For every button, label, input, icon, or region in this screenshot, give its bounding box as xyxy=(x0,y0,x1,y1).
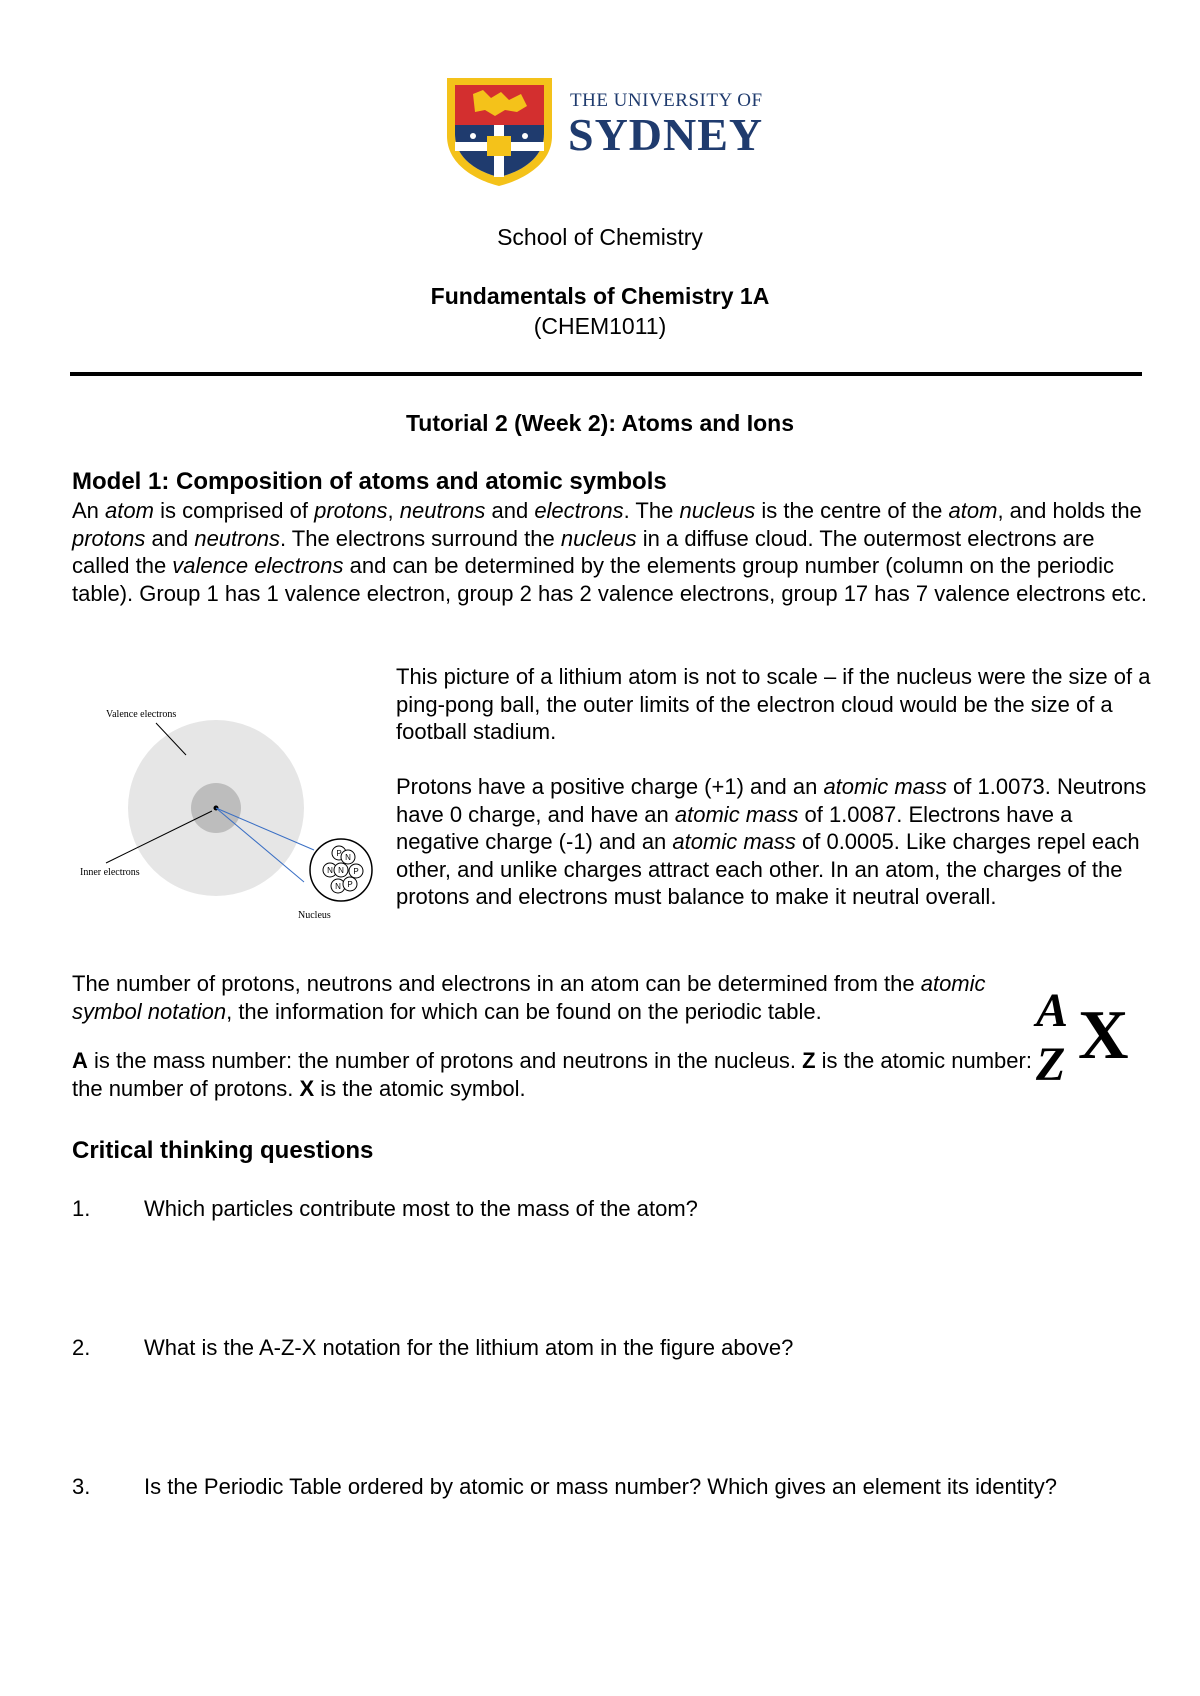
emphasized-term: atomic mass xyxy=(672,829,796,854)
atomic-number-symbol: Z xyxy=(1036,1038,1066,1090)
valence-electrons-label: Valence electrons xyxy=(106,709,177,720)
horizontal-divider xyxy=(70,372,1142,376)
text-run: The number of protons, neutrons and electrons in an atom can be determined from the xyxy=(72,971,921,996)
course-title: Fundamentals of Chemistry 1A xyxy=(430,283,770,309)
emphasized-term: atomic mass xyxy=(823,774,947,799)
text-run: is the centre of the xyxy=(755,498,949,523)
bold-term: X xyxy=(299,1075,315,1101)
inner-electrons-label: Inner electrons xyxy=(80,867,140,878)
question-number: 3. xyxy=(72,1474,91,1499)
particle-label: P xyxy=(353,867,359,876)
text-run: is the atomic number: the number of protons. xyxy=(72,1048,1032,1101)
question-text: Is the Periodic Table ordered by atomic or mass number? Which gives an element its identity? xyxy=(144,1474,1058,1499)
emphasized-term: nucleus xyxy=(679,498,756,523)
bold-term: A xyxy=(72,1048,88,1073)
text-run: . The xyxy=(623,498,680,523)
charges-paragraph xyxy=(396,773,1156,911)
emphasized-term: protons xyxy=(314,498,388,523)
question-text: What is the A-Z-X notation for the lithium atom in the figure above? xyxy=(144,1335,794,1360)
text-run: , xyxy=(387,498,400,523)
text-run: , and holds the xyxy=(997,498,1142,523)
emphasized-term: valence electrons xyxy=(172,553,344,578)
text-run: is the mass number: the number of protons and neutrons in the nucleus. xyxy=(87,1048,803,1073)
tutorial-title: Tutorial 2 (Week 2): Atoms and Ions xyxy=(405,410,795,436)
nucleus-label: Nucleus xyxy=(298,910,331,921)
text-run: of 0.0005. Like charges repel each other, and unlike charges attract each other. In an atom, the charges of the protons and electrons must balance to make it neutral overall. xyxy=(396,829,1140,909)
text-run: is the atomic symbol. xyxy=(314,1075,526,1101)
particle-label: N xyxy=(335,882,341,891)
question-number: 2. xyxy=(72,1335,91,1360)
emphasized-term: atomic symbol notation xyxy=(72,971,986,1024)
text-run: in a diffuse cloud. The outermost electrons are called the xyxy=(72,525,1095,578)
emphasized-term: atom xyxy=(948,498,998,523)
model-1-heading: Model 1: Composition of atoms and atomic symbols xyxy=(72,468,667,495)
notation-intro-paragraph xyxy=(72,970,1032,1025)
school-name: School of Chemistry xyxy=(497,224,703,250)
text-run: An xyxy=(72,498,106,523)
emphasized-term: nucleus xyxy=(560,525,637,551)
logo-text-line1: THE UNIVERSITY OF xyxy=(570,90,763,111)
particle-label: N xyxy=(338,866,344,875)
question-text: Which particles contribute most to the mass of the atom? xyxy=(144,1196,698,1221)
bold-term: Z xyxy=(802,1048,816,1073)
emphasized-term: atomic mass xyxy=(674,801,799,827)
particle-label: N xyxy=(327,866,333,875)
question-number: 1. xyxy=(72,1196,91,1221)
emphasized-term: atom xyxy=(105,498,154,523)
logo-text-line2: SYDNEY xyxy=(568,109,764,160)
emphasized-term: neutrons xyxy=(399,498,486,523)
emphasized-term: electrons xyxy=(534,498,624,523)
course-code: (CHEM1011) xyxy=(533,313,667,339)
text-run: of 1.0087. Electrons have a negative charge (-1) and an xyxy=(396,801,1073,854)
text-run: of 1.0073. Neutrons have 0 charge, and have an xyxy=(396,774,1147,827)
text-run: and can be determined by the elements group number (column on the periodic table). Group 1 has 1 valence electron, group 2 has 2 valence electrons, group 17 has 7 valence electrons etc. xyxy=(72,553,1147,606)
azx-notation-symbol xyxy=(1028,980,1158,1090)
model-1-intro-paragraph xyxy=(72,497,1152,607)
particle-label: P xyxy=(347,880,353,889)
atomic-symbol: X xyxy=(1078,997,1129,1074)
scale-paragraph: This picture of a lithium atom is not to scale – if the nucleus were the size of a ping-pong ball, the outer limits of the electron cloud would be the size of a football stadium. xyxy=(396,664,1151,744)
text-run: Protons have a positive charge (+1) and an xyxy=(396,774,824,799)
university-crest-icon xyxy=(443,76,556,188)
notation-definition-paragraph xyxy=(72,1047,1032,1102)
text-run: is comprised of xyxy=(153,498,315,523)
emphasized-term: neutrons xyxy=(194,525,280,551)
emphasized-term: protons xyxy=(72,525,146,551)
text-run: and xyxy=(485,498,535,523)
text-run: and xyxy=(145,525,195,551)
particle-label: P xyxy=(336,849,342,858)
mass-number-symbol: A xyxy=(1036,984,1069,1037)
particle-label: N xyxy=(345,853,351,862)
lithium-atom-diagram xyxy=(76,693,386,933)
critical-thinking-heading: Critical thinking questions xyxy=(72,1137,374,1164)
text-run: , the information for which can be found on the periodic table. xyxy=(226,998,822,1024)
text-run: . The electrons surround the xyxy=(279,525,561,551)
university-logo xyxy=(443,76,783,188)
